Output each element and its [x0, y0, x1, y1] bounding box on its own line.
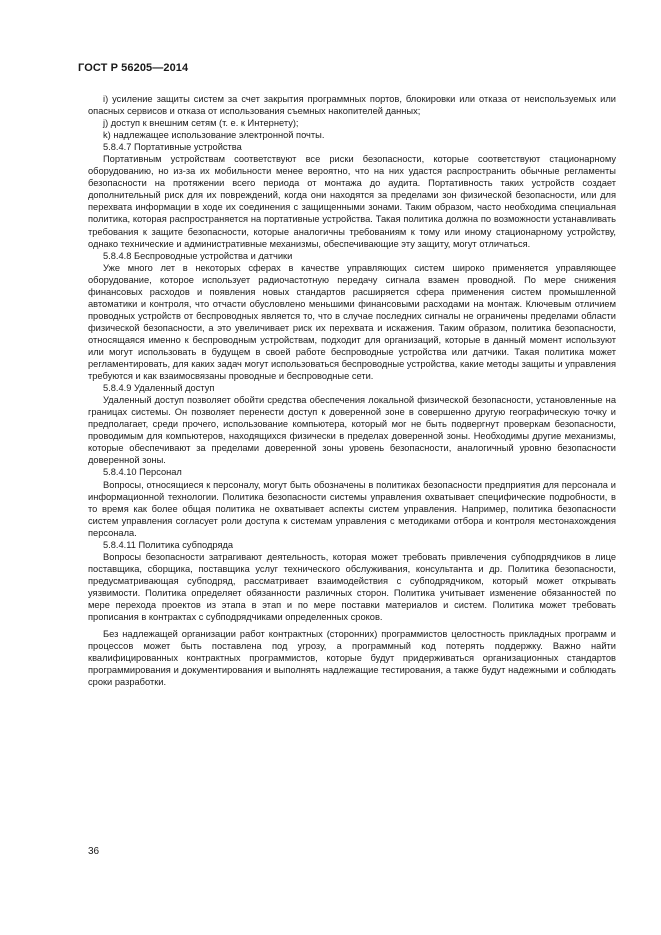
document-body — [88, 93, 616, 688]
section-heading-5-8-4-7: 5.8.4.7 Портативные устройства — [103, 142, 242, 153]
paragraph-personnel: Вопросы, относящиеся к персоналу, могут быть обозначены в политиках безопасности предприятия для персонала и информационной технологии. Политика безопасности системы управления охватывает специфические подробности, в то время как более общая политика не охватывает аспекты систем управления. Например, политика безопасности систем управления согласует роли доступа к системам управления с методиками отбора и контроля местонахождения персонала. — [88, 479, 616, 538]
paragraph-contract-programmers: Без надлежащей организации работ контрактных (сторонних) программистов целостность прикладных программ и процессов может быть поставлена под угрозу, а программный код потерять поддержку. Важно найти квалифицированных контрактных программистов, которые будут придерживаться организационных стандартов программирования и документирования и выполнять надлежащие тестирования, а также будут надежными и соблюдать сроки разработки. — [88, 629, 616, 688]
page-number: 36 — [88, 846, 100, 857]
list-item-i: i) усиление защиты систем за счет закрытия программных портов, блокировки или отказа от неиспользуемых или опасных сервисов и отказа от использования съемных накопителей данных; — [88, 94, 616, 117]
section-heading-5-8-4-10: 5.8.4.10 Персонал — [103, 467, 182, 478]
list-item-k: k) надлежащее использование электронной почты. — [103, 130, 325, 141]
paragraph-wireless-devices: Уже много лет в некоторых сферах в качестве управляющих систем широко применяется управляющее оборудование, которое использует радиочастотную передачу сигнала взамен проводной. По мере снижения финансовых расходов и появления новых стандартов расширяется сфера применения систем промышленной автоматики и контроля, что отчасти обусловлено меньшими финансовыми расходами на монтаж. Ключевым отличием проводных устройств от беспроводных является то, что в случае последних сигналы не ограничены пределами области физической безопасности, а это увеличивает риск их перехвата и искажения. Таким образом, политика безопасности, относящаяся именно к беспроводным устройствам, подходит для организаций, которые в данный момент используют или могут использовать в будущем в своей работе беспроводные устройства или датчики. Такая политика может регламентировать, для каких задач могут использоваться беспроводные устройства, какие методы защиты и управления требуются и как взаимосвязаны проводные и беспроводные сети. — [88, 262, 616, 382]
section-heading-5-8-4-9: 5.8.4.9 Удаленный доступ — [103, 383, 215, 394]
paragraph-subcontracting: Вопросы безопасности затрагивают деятельность, которая может требовать привлечения субподрядчиков в лице поставщика, сборщика, поставщика услуг технического обслуживания, консультанта и др. Политика безопасности, предусматривающая субподряд, рассматривает взаимодействия с субподрядчиком, который может открывать уязвимости. Политика определяет обязанности различных сторон. Политика учитывает изменение обязанностей по мере перехода проектов из этапа в этап и по мере поставки материалов и систем. Политика может требовать прописания в контрактах с субподрядчиками определенных сроков. — [88, 551, 616, 623]
document-code-header: ГОСТ Р 56205—2014 — [78, 62, 189, 74]
paragraph-remote-access: Удаленный доступ позволяет обойти средства обеспечения локальной физической безопасности, установленные на границах системы. Он позволяет перенести доступ к доверенной зоне в совершенно другую географическую точку и предполагает, среди прочего, использование компьютера, который мог не быть подвергнут проверкам безопасности, проводимым для компьютеров, находящихся физически в пределах доверенной зоны. Необходимы другие механизмы, которые обеспечивают за пределами доверенной зоны уровень безопасности, аналогичный уровню безопасности доверенной зоны. — [88, 395, 616, 466]
list-item-j: j) доступ к внешним сетям (т. е. к Интернету); — [103, 118, 299, 129]
section-heading-5-8-4-11: 5.8.4.11 Политика субподряда — [103, 539, 234, 550]
paragraph-portable-devices: Портативным устройствам соответствуют все риски безопасности, которые соответствуют стационарному оборудованию, но из-за их мобильности менее вероятно, что на них удастся распространить обычные регламенты безопасности на протяжении всего периода от монтажа до аудита. Портативность таких устройств создает дополнительный риск для их повреждений, когда они находятся за пределами зон физической безопасности, или для перехвата информации в ходе их соединения с защищенными зонами. Таким образом, часто необходима специальная политика, которая распространяется на портативные устройства. Такая политика должна по возможности устанавливать требования к защите безопасности, которые аналогичны требованиям к тому или иному стационарному устройству, однако технические и административные механизмы, обеспечивающие эту защиту, могут отличаться. — [88, 154, 616, 249]
section-heading-5-8-4-8: 5.8.4.8 Беспроводные устройства и датчики — [103, 250, 293, 261]
